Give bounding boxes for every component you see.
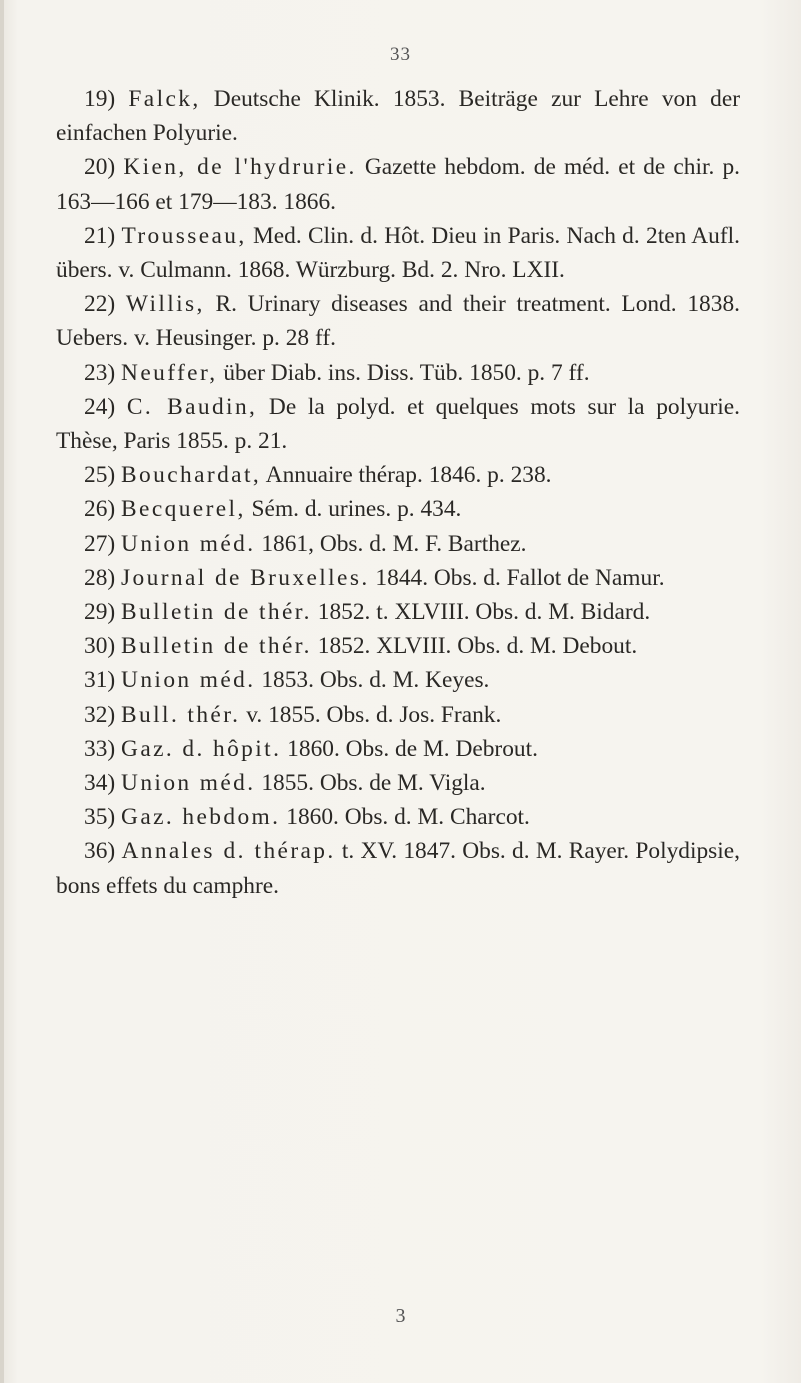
reference-text: 1852. XLVIII. Obs. d. M. Debout. bbox=[311, 633, 638, 660]
reference-entry bbox=[56, 629, 740, 663]
reference-text: 1852. t. XLVIII. Obs. d. M. Bidard. bbox=[311, 599, 651, 626]
reference-text: über Diab. ins. Diss. Tüb. 1850. p. 7 ff. bbox=[217, 359, 590, 386]
signature-mark: 3 bbox=[395, 1305, 406, 1327]
reference-number: 31) bbox=[84, 667, 116, 694]
reference-author: Bouchardat, bbox=[121, 462, 262, 489]
reference-entry bbox=[56, 219, 740, 287]
reference-number: 26) bbox=[84, 496, 116, 523]
reference-number: 33) bbox=[84, 735, 116, 762]
reference-number: 35) bbox=[84, 804, 116, 831]
reference-entry bbox=[56, 800, 740, 834]
reference-number: 30) bbox=[84, 633, 116, 660]
reference-number: 27) bbox=[84, 530, 116, 557]
reference-author: Union méd. bbox=[121, 770, 256, 797]
reference-entry bbox=[56, 595, 740, 629]
reference-entry bbox=[56, 287, 740, 355]
reference-number: 24) bbox=[84, 393, 116, 420]
reference-list bbox=[56, 82, 740, 903]
reference-text: 1855. Obs. de M. Vigla. bbox=[255, 770, 486, 797]
reference-text: t. XV. 1847. Obs. d. M. Rayer. Polydipsie, bons effets du camphre. bbox=[56, 838, 740, 899]
reference-text: 1844. Obs. d. Fallot de Namur. bbox=[369, 564, 665, 591]
reference-text: De la polyd. et quelques mots sur la polyurie. Thèse, Paris 1855. p. 21. bbox=[56, 393, 740, 455]
reference-number: 25) bbox=[84, 462, 116, 489]
reference-text: Med. Clin. d. Hôt. Dieu in Paris. Nach d. 2ten Aufl. übers. v. Culmann. 1868. Würzburg. Bd. 2. Nro. LXII. bbox=[56, 222, 740, 284]
reference-number: 29) bbox=[84, 599, 116, 626]
reference-entry bbox=[56, 561, 740, 595]
reference-author: Journal de Bruxelles. bbox=[121, 564, 370, 591]
reference-author: Falck, bbox=[128, 86, 201, 112]
reference-number: 23) bbox=[84, 359, 116, 386]
reference-number: 36) bbox=[84, 838, 116, 865]
reference-author: Becquerel, bbox=[121, 496, 246, 523]
reference-text: 1860. Obs. d. M. Charcot. bbox=[280, 804, 530, 831]
reference-author: Union méd. bbox=[121, 667, 256, 694]
reference-text: Deutsche Klinik. 1853. Beiträge zur Lehre von der einfachen Polyurie. bbox=[56, 86, 740, 147]
reference-author: Kien, de l'hydrurie. bbox=[123, 154, 357, 181]
reference-text: 1860. Obs. de M. Debrout. bbox=[281, 735, 538, 762]
reference-author: Neuffer, bbox=[121, 359, 218, 386]
reference-entry bbox=[56, 356, 740, 390]
reference-entry bbox=[56, 663, 740, 697]
reference-entry bbox=[56, 834, 740, 902]
reference-author: Bulletin de thér. bbox=[121, 599, 312, 626]
reference-author: Gaz. d. hôpit. bbox=[121, 735, 282, 762]
reference-entry bbox=[56, 150, 740, 218]
reference-entry bbox=[56, 82, 740, 150]
reference-entry bbox=[56, 698, 740, 732]
reference-author: Trousseau, bbox=[121, 222, 247, 249]
reference-text: Annuaire thérap. 1846. p. 238. bbox=[261, 462, 552, 489]
reference-number: 22) bbox=[84, 291, 116, 318]
reference-author: Gaz. hebdom. bbox=[121, 804, 281, 831]
reference-number: 32) bbox=[84, 701, 116, 728]
reference-author: C. Baudin, bbox=[126, 393, 258, 420]
reference-number: 28) bbox=[84, 564, 116, 591]
reference-text: v. 1855. Obs. d. Jos. Frank. bbox=[240, 701, 502, 728]
reference-author: Willis, bbox=[125, 291, 205, 318]
reference-author: Annales d. thérap. bbox=[121, 838, 336, 865]
reference-entry bbox=[56, 766, 740, 800]
reference-number: 21) bbox=[84, 222, 116, 249]
reference-author: Bulletin de thér. bbox=[121, 633, 312, 660]
reference-text: R. Urinary diseases and their treatment. Lond. 1838. Uebers. v. Heusinger. p. 28 ff. bbox=[56, 291, 740, 352]
reference-author: Union méd. bbox=[121, 530, 256, 557]
page-number: 33 bbox=[390, 44, 411, 65]
reference-entry bbox=[56, 732, 740, 766]
reference-text: 1861, Obs. d. M. F. Barthez. bbox=[255, 530, 527, 557]
reference-entry bbox=[56, 492, 740, 526]
reference-number: 19) bbox=[84, 86, 116, 112]
reference-text: 1853. Obs. d. M. Keyes. bbox=[255, 667, 490, 694]
reference-number: 20) bbox=[84, 154, 116, 181]
page-spine-edge bbox=[0, 0, 4, 1383]
reference-author: Bull. thér. bbox=[121, 701, 241, 728]
reference-text: Gazette hebdom. de méd. et de chir. p. 163—166 et 179—183. 1866. bbox=[56, 154, 740, 215]
reference-text: Sém. d. urines. p. 434. bbox=[245, 496, 462, 523]
reference-entry bbox=[56, 458, 740, 492]
reference-number: 34) bbox=[84, 770, 116, 797]
reference-entry bbox=[56, 390, 740, 458]
reference-entry bbox=[56, 527, 740, 561]
